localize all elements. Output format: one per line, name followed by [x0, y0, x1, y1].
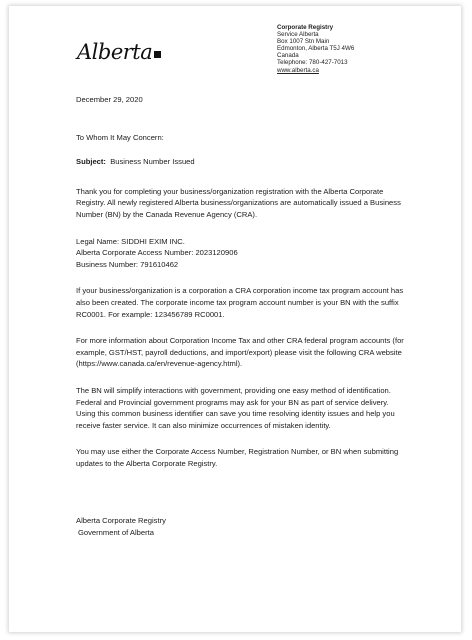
letter-page [9, 6, 461, 632]
letter-body [76, 94, 406, 539]
telephone: Telephone: 780-427-7013 [277, 59, 348, 67]
logo-mark-icon [154, 51, 161, 58]
return-address [277, 24, 354, 74]
signature-block [76, 515, 406, 538]
address-line: Edmonton, Alberta T5J 4W6 [277, 45, 355, 53]
website-link[interactable]: www.alberta.ca [277, 66, 319, 74]
paragraph-cra-info: For more information about Corporation Income Tax and other CRA federal program accounts (for example, GST/HST, payroll deductions, and import/export) please visit the following CRA website (https://www.canada.ca/en/revenue-agency.html). [76, 336, 404, 369]
legal-name: Legal Name: SIDDHI EXIM INC. [76, 236, 185, 246]
subject-label: Subject: [76, 157, 106, 167]
alberta-logo [77, 40, 161, 64]
address-line: Box 1007 Stn Main [277, 38, 330, 46]
address-line: Service Alberta [277, 31, 319, 39]
paragraph-corporation: If your business/organization is a corporation a CRA corporation income tax program account has also been created. The corporate income tax program account number is your BN with the suffix RC0001. For example: 123456789 RC0001. [76, 286, 404, 319]
address-line: Canada [277, 52, 299, 60]
paragraph-bn-benefits: The BN will simplify interactions with government, providing one easy method of identification. Federal and Provincial government programs may ask for your BN as part of service delivery. Using this common business identifier can save you time resolving identity issues and help you receive faster service. It can also minimize occurrences of mistaken identity. [76, 385, 395, 430]
paragraph-updates: You may use either the Corporate Access Number, Registration Number, or BN when submitting updates to the Alberta Corporate Registry. [76, 447, 399, 468]
access-number: Alberta Corporate Access Number: 2023120906 [76, 248, 238, 258]
letter-date: December 29, 2020 [76, 95, 143, 104]
signature-line-registry: Alberta Corporate Registry [76, 516, 166, 526]
salutation: To Whom It May Concern: [76, 132, 164, 142]
business-number: Business Number: 791610462 [76, 259, 179, 269]
office-name: Corporate Registry [277, 24, 334, 31]
paragraph-intro: Thank you for completing your business/organization registration with the Alberta Corporate Registry. All newly registered Alberta business/organizations are automatically issued a Business Number (BN) by the Canada Revenue Agency (CRA). [76, 186, 401, 219]
subject-line [76, 156, 406, 168]
subject-text: Business Number Issued [110, 157, 195, 167]
signature-line-government: Government of Alberta [78, 528, 154, 538]
logo-wordmark: Alberta [77, 40, 153, 64]
